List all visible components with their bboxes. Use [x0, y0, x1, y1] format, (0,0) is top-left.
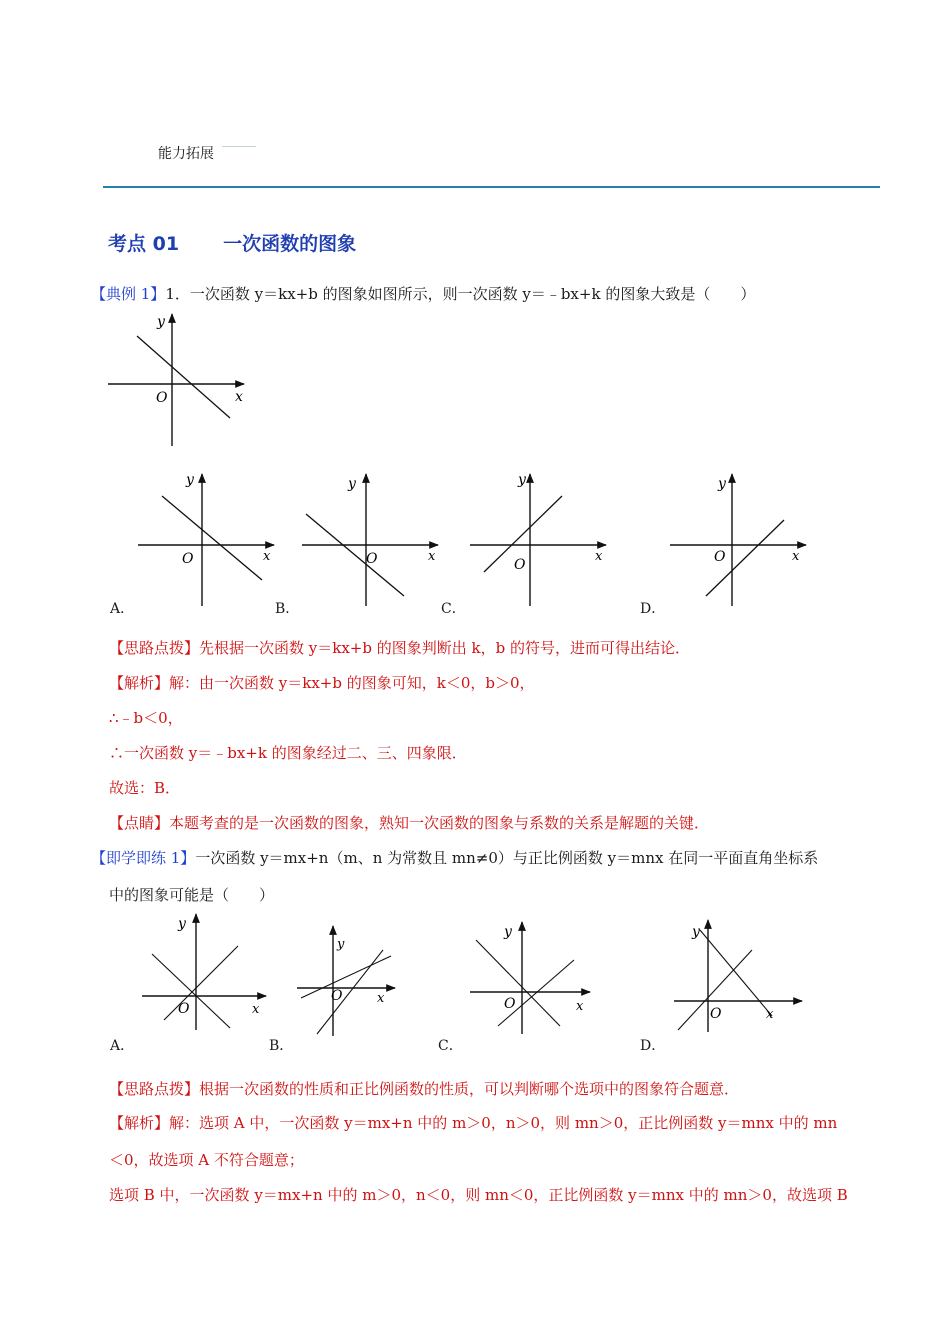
axis-x-label: x [766, 1007, 774, 1022]
axis-y-label: y [157, 314, 165, 330]
origin-label: O [514, 557, 526, 573]
practice1-option-d-graph [670, 916, 810, 1034]
comment-text: 本题考查的是一次函数的图象，熟知一次函数的图象与系数的关系是解题的关键． [169, 814, 710, 832]
origin-label: O [331, 988, 343, 1004]
analysis-text: 解：选项 A 中，一次函数 y＝mx+n 中的 m＞0，n＞0，则 mn＞0，正比例函数 y＝mnx 中的 mn [169, 1114, 838, 1132]
example1-main-graph [104, 310, 254, 450]
axis-y-label: y [692, 924, 700, 940]
example1-analysis-line: ∴一次函数 y＝﹣bx+k 的图象经过二、三、四象限． [109, 744, 467, 762]
example1-comment [109, 812, 709, 833]
practice1-option-d[interactable]: D． [640, 1038, 666, 1054]
origin-label: O [178, 1001, 190, 1017]
practice1-question [91, 847, 818, 868]
practice1-option-c-graph [466, 918, 596, 1036]
hint-text: 根据一次函数的性质和正比例函数的性质，可以判断哪个选项中的图象符合题意． [199, 1080, 740, 1098]
analysis-tag: 【解析】 [109, 674, 170, 692]
example1-option-c[interactable]: C． [441, 601, 466, 617]
example1-question [91, 283, 755, 304]
practice1-option-a-graph [138, 910, 274, 1032]
axis-x-label: x [792, 549, 800, 564]
axis-y-label: y [518, 472, 526, 488]
origin-label: O [156, 390, 168, 406]
hint-tag: 【思路点拨】 [109, 1080, 200, 1098]
origin-label: O [366, 551, 378, 567]
example1-option-b-graph [298, 470, 446, 610]
axis-x-label: x [428, 549, 436, 564]
practice1-question-line2: 中的图象可能是（ ） [109, 886, 275, 904]
example1-option-a[interactable]: A． [110, 601, 135, 617]
origin-label: O [182, 551, 194, 567]
example1-option-b[interactable]: B． [275, 601, 300, 617]
example1-hint [109, 637, 690, 658]
axis-y-label: y [718, 476, 726, 492]
example1-question-text: 1．一次函数 y＝kx+b 的图象如图所示，则一次函数 y＝﹣bx+k 的图象大致是（ ） [165, 285, 756, 303]
analysis-tag: 【解析】 [109, 1114, 170, 1132]
comment-tag: 【点睛】 [109, 814, 170, 832]
axis-y-label: y [186, 472, 194, 488]
origin-label: O [710, 1006, 722, 1022]
practice1-hint [109, 1078, 739, 1099]
section-title [108, 229, 356, 256]
section-title-text: 一次函数的图象 [223, 233, 357, 255]
axis-y-label: y [337, 937, 345, 952]
origin-label: O [714, 549, 726, 565]
practice1-analysis-line2: ＜0，故选项 A 不符合题意； [109, 1151, 304, 1169]
axis-y-label: y [504, 924, 512, 940]
practice1-analysis-line3: 选项 B 中，一次函数 y＝mx+n 中的 m＞0，n＜0，则 mn＜0，正比例函数 y＝mnx 中的 mn＞0，故选项 B [109, 1186, 848, 1204]
header-underline [222, 146, 256, 147]
example1-analysis-line [109, 672, 535, 693]
example1-option-a-graph [134, 470, 282, 610]
practice1-tag: 【即学即练 1】 [91, 849, 196, 867]
header-divider [103, 186, 880, 188]
practice1-option-a[interactable]: A． [110, 1038, 135, 1054]
example1-option-c-graph [466, 470, 614, 610]
section-number: 考点 01 [108, 233, 180, 255]
practice1-option-b-graph [293, 922, 403, 1038]
axis-x-label: x [595, 549, 603, 564]
origin-label: O [504, 996, 516, 1012]
practice1-option-b[interactable]: B． [269, 1038, 294, 1054]
example1-tag: 【典例 1】 [91, 285, 166, 303]
practice1-analysis-line1 [109, 1112, 837, 1133]
axis-y-label: y [178, 916, 186, 932]
header-label: 能力拓展 [158, 146, 214, 162]
axis-x-label: x [576, 999, 584, 1014]
practice1-question-line1: 一次函数 y＝mx+n（m、n 为常数且 mn≠0）与正比例函数 y＝mnx 在同一平面直角坐标系 [195, 849, 819, 867]
practice1-option-c[interactable]: C． [438, 1038, 463, 1054]
axis-x-label: x [235, 389, 243, 405]
axis-x-label: x [252, 1002, 260, 1017]
example1-analysis-line: ∴﹣b＜0， [109, 709, 183, 727]
hint-tag: 【思路点拨】 [109, 639, 200, 657]
analysis-text: 解：由一次函数 y＝kx+b 的图象可知，k＜0，b＞0， [169, 674, 535, 692]
axis-x-label: x [263, 549, 271, 564]
example1-option-d[interactable]: D． [640, 601, 666, 617]
example1-option-d-graph [666, 470, 814, 610]
hint-text: 先根据一次函数 y＝kx+b 的图象判断出 k，b 的符号，进而可得出结论． [199, 639, 690, 657]
axis-x-label: x [377, 991, 385, 1006]
axis-y-label: y [348, 476, 356, 492]
example1-analysis-line: 故选：B． [109, 779, 181, 797]
